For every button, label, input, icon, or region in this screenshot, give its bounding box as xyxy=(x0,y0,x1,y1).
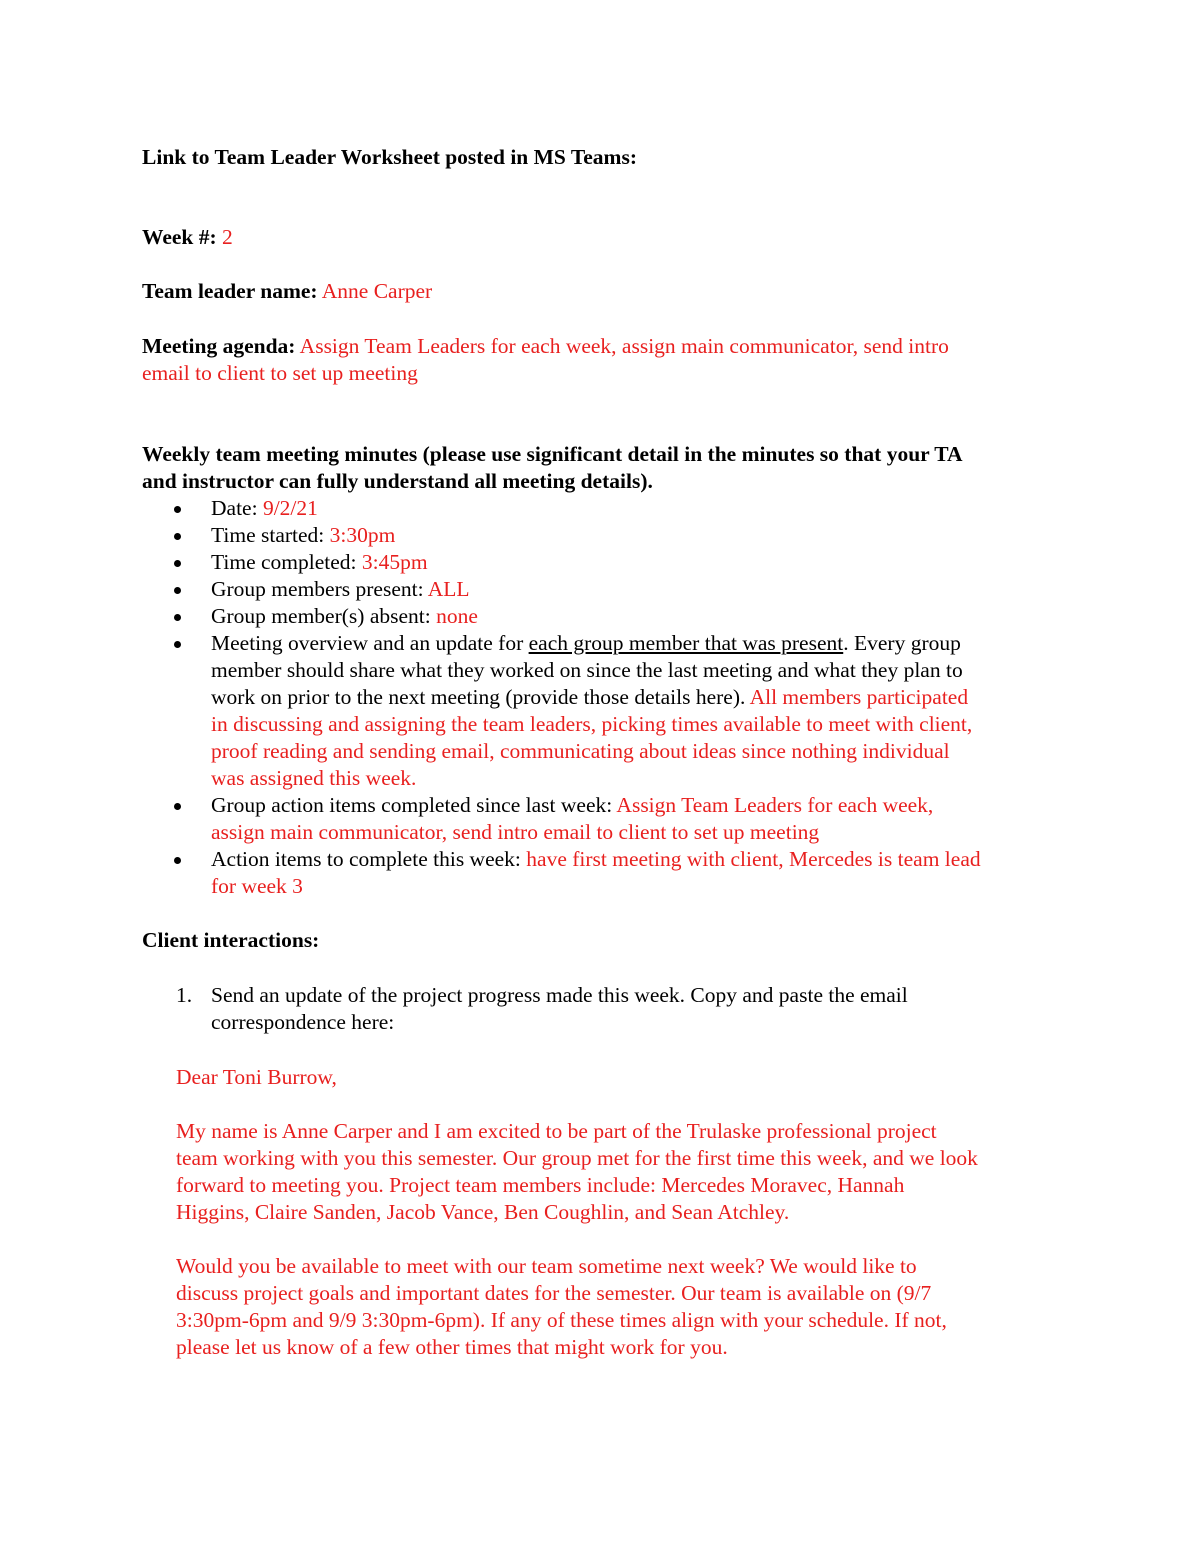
time-completed-item xyxy=(211,549,428,576)
email-paragraph-2-line: please let us know of a few other times that might work for you. xyxy=(176,1335,728,1359)
bullet-icon xyxy=(174,857,181,864)
team-leader-label: Team leader name: xyxy=(142,279,318,303)
agenda-value-line-2: email to client to set up meeting xyxy=(142,361,418,385)
email-paragraph-2-line: Would you be available to meet with our team sometime next week? We would like to xyxy=(176,1254,917,1278)
time-started-value: 3:30pm xyxy=(329,523,396,547)
actions-todo-label: Action items to complete this week: xyxy=(211,847,521,871)
date-value: 9/2/21 xyxy=(262,496,318,520)
week-label: Week #: xyxy=(142,225,217,249)
date-label: Date: xyxy=(211,496,258,520)
overview-answer-line: in discussing and assigning the team leaders, picking times available to meet with client, xyxy=(211,712,973,736)
team-leader-value: Anne Carper xyxy=(321,279,433,303)
actions-completed-item xyxy=(211,792,933,819)
minutes-heading-line-1: Weekly team meeting minutes (please use significant detail in the minutes so that your TA xyxy=(142,442,963,466)
overview-underlined: each group member that was present xyxy=(528,631,844,655)
bullet-icon xyxy=(174,587,181,594)
members-present-item xyxy=(211,576,470,603)
email-paragraph-2-line: discuss project goals and important dates for the semester. Our team is available on (9/7 xyxy=(176,1281,932,1305)
week-field xyxy=(142,224,233,251)
client-item-line-2: correspondence here: xyxy=(211,1010,395,1034)
overview-answer-line: proof reading and sending email, communicating about ideas since nothing individual xyxy=(211,739,950,763)
email-paragraph-1-line: Higgins, Claire Sanden, Jacob Vance, Ben Coughlin, and Sean Atchley. xyxy=(176,1200,790,1224)
bullet-icon xyxy=(174,533,181,540)
actions-completed-label: Group action items completed since last week: xyxy=(211,793,613,817)
actions-completed-value-1: Assign Team Leaders for each week, xyxy=(616,793,934,817)
actions-completed-value-2: assign main communicator, send intro email to client to set up meeting xyxy=(211,820,820,844)
email-paragraph-1-line: team working with you this semester. Our group met for the first time this week, and we look xyxy=(176,1146,978,1170)
client-interactions-heading: Client interactions: xyxy=(142,928,320,952)
email-greeting: Dear Toni Burrow, xyxy=(176,1065,337,1089)
members-absent-item xyxy=(211,603,478,630)
time-started-label: Time started: xyxy=(211,523,325,547)
bullet-icon xyxy=(174,560,181,567)
actions-todo-value-1: have first meeting with client, Mercedes is team lead xyxy=(526,847,981,871)
agenda-field xyxy=(142,333,949,360)
overview-answer-start: All members participated xyxy=(749,685,969,709)
actions-todo-item xyxy=(211,846,981,873)
members-present-value: ALL xyxy=(427,577,470,601)
worksheet-heading: Link to Team Leader Worksheet posted in MS Teams: xyxy=(142,145,637,169)
time-completed-label: Time completed: xyxy=(211,550,357,574)
overview-line-1 xyxy=(211,630,961,657)
overview-line-3 xyxy=(211,684,968,711)
email-paragraph-2-line: 3:30pm-6pm and 9/9 3:30pm-6pm). If any of these times align with your schedule. If not, xyxy=(176,1308,947,1332)
date-item xyxy=(211,495,318,522)
members-absent-label: Group member(s) absent: xyxy=(211,604,431,628)
overview-answer-line: was assigned this week. xyxy=(211,766,417,790)
bullet-icon xyxy=(174,803,181,810)
agenda-label: Meeting agenda: xyxy=(142,334,296,358)
overview-prefix: Meeting overview and an update for xyxy=(211,631,529,655)
overview-suffix: . Every group xyxy=(843,631,961,655)
members-absent-value: none xyxy=(436,604,478,628)
actions-todo-value-2: for week 3 xyxy=(211,874,303,898)
overview-line-2: member should share what they worked on since the last meeting and what they plan to xyxy=(211,658,963,682)
list-number: 1. xyxy=(176,983,193,1007)
week-value: 2 xyxy=(222,225,233,249)
email-paragraph-1-line: My name is Anne Carper and I am excited to be part of the Trulaske professional project xyxy=(176,1119,937,1143)
bullet-icon xyxy=(174,614,181,621)
client-item-line-1: Send an update of the project progress made this week. Copy and paste the email xyxy=(211,983,908,1007)
time-completed-value: 3:45pm xyxy=(361,550,428,574)
bullet-icon xyxy=(174,641,181,648)
members-present-label: Group members present: xyxy=(211,577,424,601)
agenda-value-line-1: Assign Team Leaders for each week, assign main communicator, send intro xyxy=(299,334,949,358)
team-leader-field xyxy=(142,278,432,305)
overview-line-3-instruction: work on prior to the next meeting (provide those details here). xyxy=(211,685,746,709)
time-started-item xyxy=(211,522,395,549)
bullet-icon xyxy=(174,506,181,513)
minutes-heading-line-2: and instructor can fully understand all meeting details). xyxy=(142,469,653,493)
email-paragraph-1-line: forward to meeting you. Project team members include: Mercedes Moravec, Hannah xyxy=(176,1173,905,1197)
